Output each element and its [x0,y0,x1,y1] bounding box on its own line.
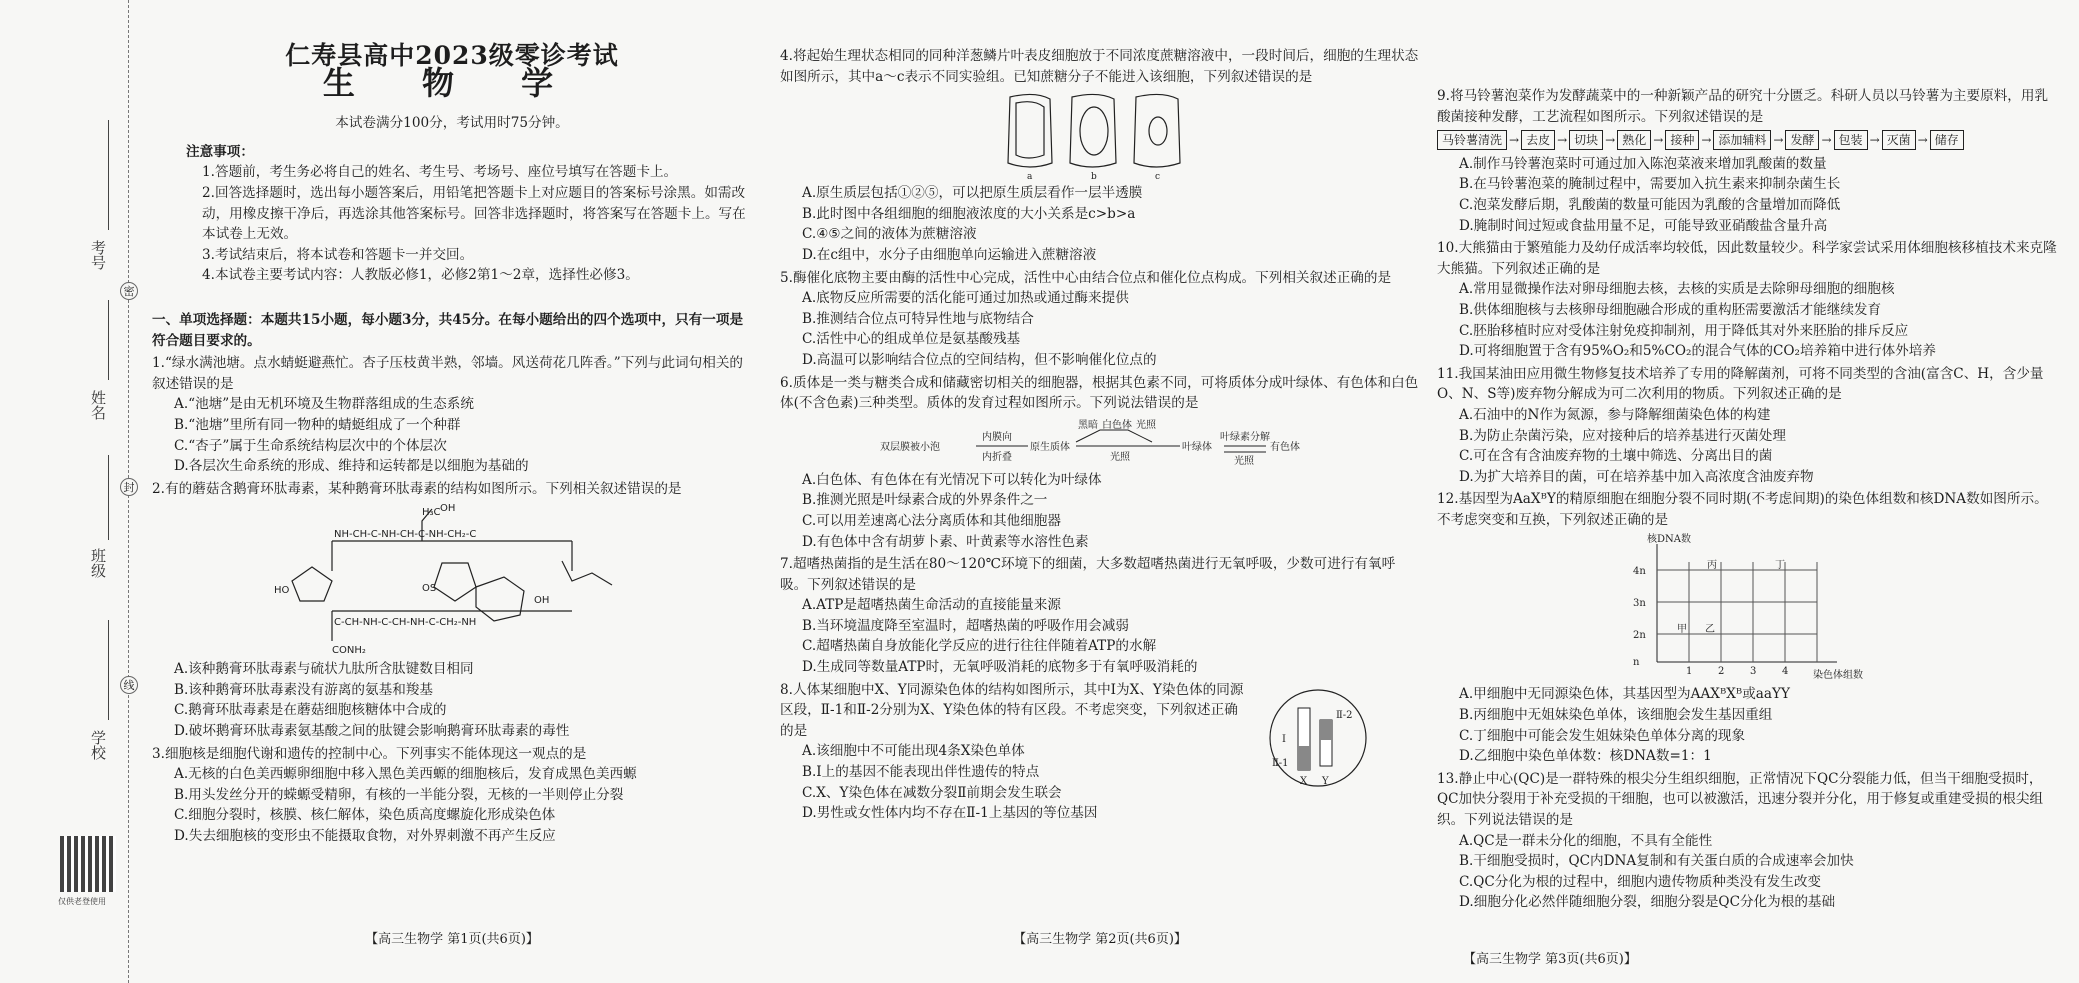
q12-option-b: B.丙细胞中无姐妹染色单体，该细胞会发生基因重组 [1459,707,1773,724]
q2-option-b: B.该种鹅膏环肽毒素没有游离的氨基和羧基 [174,681,433,698]
q8-option-b: B.Ⅰ上的基因不能表现出伴性遗传的特点 [802,764,1040,781]
question-5: 5.酶催化底物主要由酶的活性中心完成，活性中心由结合位点和催化位点构成。下列相关叙述正确的是 [780,269,1392,286]
qr-caption: 仅供老登使用 [58,897,106,906]
fig-label-b: b [1091,172,1097,182]
question-11: 11.我国某油田应用微生物修复技术培养了专用的降解菌剂，可将不同类型的含油(富含C、H，含少量O、N、S等)废弃物分解成为可二次利用的物质。下列叙述正确的是 [1437,365,2044,403]
flow-step: 去皮 [1521,130,1555,150]
q10-option-b: B.供体细胞核与去核卵母细胞融合形成的重构胚需要激活才能继续发育 [1459,301,1882,318]
fig-x: X [1300,775,1308,787]
q4-option-a: A.原生质层包括①②⑤，可以把原生质层看作一层半透膜 [802,185,1143,202]
q1-option-d: D.各层次生命系统的形成、维持和运转都是以细胞为基础的 [174,458,529,475]
seal-mi: 密 [120,282,138,300]
question-10: 10.大熊猫由于繁殖能力及幼仔成活率均较低，因此数量较少。科学家尝试采用体细胞核移植技术来克隆大熊猫。下列叙述正确的是 [1437,240,2057,277]
xtick-2: 2 [1718,666,1725,678]
flow-arrow: → [1509,133,1520,148]
fig-light-2: 光照 [1110,451,1130,463]
notice-item: 2.回答选择题时，选出每小题答案后，用铅笔把答题卡上对应题目的答案标号涂黑。如需改动，用橡皮擦干净后，再选涂其他答案标号。回答非选择题时，将答案写在答题卡上。写在本试卷上无效。 [202,184,746,243]
q11-option-b: B.为防止杂菌污染，应对接种后的培养基进行灭菌处理 [1459,427,1786,444]
svg-text:CONH₂: CONH₂ [332,645,366,657]
ytick-3n: 3n [1633,598,1646,610]
dna-chromosome-graph [1617,532,1877,682]
flow-step: 储存 [1930,130,1964,150]
xy-chromosome-figure [1262,686,1374,790]
q7-option-a: A.ATP是超嗜热菌生命活动的直接能量来源 [802,597,1061,614]
exam-meta: 本试卷满分100分，考试用时75分钟。 [335,115,569,132]
question-13: 13.静止中心(QC)是一群特殊的根尖分生组织细胞，正常情况下QC分裂能力低，但当干细胞受损时，QC加快分裂用于补充受损的干细胞，也可以被激活，迅速分裂并分化，用于修复或重建受损的根尖组织。下列说法错误的是 [1437,770,2044,829]
q12-option-a: A.甲细胞中无同源染色体，其基因型为AAXᴮXᴮ或aaYY [1459,686,1790,703]
q5-option-c: C.活性中心的组成单位是氨基酸残基 [802,331,1021,348]
fig-leucoplast: 白色体 [1102,419,1132,431]
q9-option-c: C.泡菜发酵后期，乳酸菌的数量可能因为乳酸的含量增加而降低 [1459,196,1841,213]
subject-title: 生 物 学 [322,63,582,102]
flow-arrow: → [1557,133,1568,148]
q9-option-d: D.腌制时间过短或食盐用量不足，可能导致亚硝酸盐含量升高 [1459,217,1828,234]
q5-option-d: D.高温可以影响结合位点的空间结构，但不影响催化位点的 [802,351,1157,368]
question-8: 8.人体某细胞中X、Y同源染色体的结构如图所示，其中Ⅰ为X、Y染色体的同源区段，Ⅱ-1和Ⅱ-2分别为X、Y染色体的特有区段。不考虑突变，下列叙述正确的是 [780,681,1244,739]
svg-text:OS: OS [422,583,437,595]
exam-title: 仁寿县高中2023级零诊考试 [285,41,619,70]
svg-text:OH: OH [440,503,456,515]
fig-label-c: c [1155,172,1161,182]
q7-option-d: D.生成同等数量ATP时，无氧呼吸消耗的底物多于有氧呼吸消耗的 [802,659,1198,676]
fig-membrane-vesicle: 双层膜被小泡 [880,441,940,453]
label-exam-number: 考号 [89,240,107,270]
fig-y: Y [1322,775,1329,787]
fig-proplastid: 原生质体 [1030,441,1070,453]
q8-option-c: C.X、Y染色体在减数分裂Ⅱ前期会发生联会 [802,784,1062,801]
q3-option-c: C.细胞分裂时，核膜、核仁解体，染色质高度螺旋化形成染色体 [174,807,556,824]
q11-option-d: D.为扩大培养目的菌，可在培养基中加入高浓度含油废弃物 [1459,468,1814,485]
question-3: 3.细胞核是细胞代谢和遗传的控制中心。下列事实不能体现这一观点的是 [152,745,587,762]
flow-arrow: → [1821,133,1832,148]
xtick-1: 1 [1686,666,1693,678]
onion-cell-plasmolysis-figure [1000,89,1200,181]
binding-margin [0,0,140,983]
label-school: 学校 [89,730,107,760]
q1-option-a: A.“池塘”是由无机环境及生物群落组成的生态系统 [174,396,474,413]
page-2-footer: 【高三生物学 第2页(共6页)】 [1013,932,1187,948]
q8-option-a: A.该细胞中不可能出现4条X染色单体 [802,743,1025,760]
q11-option-a: A.石油中的N作为氮源，参与降解细菌染色体的构建 [1459,406,1771,423]
fig-ii-1: Ⅱ-1 [1272,757,1289,769]
page-1 [152,0,752,983]
q1-option-c: C.“杏子”属于生命系统结构层次中的个体层次 [174,437,447,454]
svg-text:OH: OH [534,595,550,607]
q3-option-a: A.无核的白色美西螈卵细胞中移入黑色美西螈的细胞核后，发育成黑色美西螈 [174,766,637,783]
flow-step: 添加辅料 [1713,130,1771,150]
question-7: 7.超嗜热菌指的是生活在80～120℃环境下的细菌，大多数超嗜热菌进行无氧呼吸，少数可进行有氧呼吸。下列叙述错误的是 [780,556,1396,593]
xtick-3: 3 [1750,666,1757,678]
point-ding: 丁 [1775,560,1785,572]
fig-inner-membrane: 内膜向 [982,431,1012,443]
q7-option-b: B.当环境温度降至室温时，超嗜热菌的呼吸作用会减弱 [802,617,1129,634]
page-1-footer: 【高三生物学 第1页(共6页)】 [365,932,539,948]
q12-option-d: D.乙细胞中染色单体数：核DNA数=1：1 [1459,748,1712,765]
fig-ii-2: Ⅱ-2 [1336,709,1353,721]
point-bing: 丙 [1707,560,1717,572]
fig-dark: 黑暗 [1078,419,1098,431]
q6-option-b: B.推测光照是叶绿素合成的外界条件之一 [802,492,1048,509]
page-2 [780,0,1420,983]
school-line [108,620,109,720]
flow-arrow: → [1917,133,1928,148]
flow-step: 接种 [1665,130,1699,150]
notice-heading: 注意事项： [186,143,254,160]
notice-item: 3.考试结束后，将本试卷和答题卡一并交回。 [202,246,474,263]
label-class: 班级 [89,548,107,578]
page-3-footer: 【高三生物学 第3页(共6页)】 [1463,952,1637,968]
svg-text:C-CH-NH-C-CH-NH-C-CH₂-NH: C-CH-NH-C-CH-NH-C-CH₂-NH [334,617,477,629]
q10-option-c: C.胚胎移植时应对受体注射免疫抑制剂，用于降低其对外来胚胎的排斥反应 [1459,322,1909,339]
q8-option-d: D.男性或女性体内均不存在Ⅱ-1上基因的等位基因 [802,805,1098,822]
q3-option-d: D.失去细胞核的变形虫不能摄取食物，对外界刺激不再产生反应 [174,828,556,845]
question-8-block [780,680,1420,824]
flow-step: 灭菌 [1882,130,1916,150]
flow-arrow: → [1869,133,1880,148]
q9-option-a: A.制作马铃薯泡菜时可通过加入陈泡菜液来增加乳酸菌的数量 [1459,155,1827,172]
q13-option-c: C.QC分化为根的过程中，细胞内遗传物质种类没有发生改变 [1459,873,1822,890]
svg-text:NH-CH-C-NH-CH-C-NH-CH₂-C: NH-CH-C-NH-CH-C-NH-CH₂-C [334,529,477,541]
notice-item: 1.答题前，考生务必将自己的姓名、考生号、考场号、座位号填写在答题卡上。 [202,164,678,181]
q9-option-b: B.在马铃薯泡菜的腌制过程中，需要加入抗生素来抑制杂菌生长 [1459,176,1841,193]
q1-option-b: B.“池塘”里所有同一物种的蜻蜓组成了一个种群 [174,416,461,433]
fig-light-3: 光照 [1234,455,1254,467]
flow-step: 熟化 [1617,130,1651,150]
point-yi: 乙 [1705,624,1715,636]
q6-option-c: C.可以用差速离心法分离质体和其他细胞器 [802,512,1061,529]
plastid-development-figure [880,416,1320,468]
fig-light-1: 光照 [1136,419,1156,431]
svg-text:H₃C: H₃C [422,507,441,519]
q2-option-a: A.该种鹅膏环肽毒素与硫状九肽所含肽键数目相同 [174,661,474,678]
ytick-2n: 2n [1633,630,1646,642]
ytick-4n: 4n [1633,566,1646,578]
question-9: 9.将马铃薯泡菜作为发酵蔬菜中的一种新颖产品的研究十分匮乏。科研人员以马铃薯为主要原料，用乳酸菌接种发酵，工艺流程如图所示。下列叙述错误的是 [1437,88,2049,125]
flow-arrow: → [1653,133,1664,148]
fig-chloroplast: 叶绿体 [1182,441,1212,453]
q5-option-b: B.推测结合位点可特异性地与底物结合 [802,310,1034,327]
q13-option-d: D.细胞分化必然伴随细胞分裂，细胞分裂是QC分化为根的基础 [1459,894,1836,911]
point-jia: 甲 [1677,624,1687,636]
fig-chromoplast: 有色体 [1270,441,1300,453]
process-flowchart [1437,130,2057,151]
flow-step: 切块 [1569,130,1603,150]
graph-y-label: 核DNA数 [1647,534,1691,546]
q4-option-c: C.④⑤之间的液体为蔗糖溶液 [802,226,977,243]
name-line [108,300,109,380]
q3-option-b: B.用头发丝分开的蝾螈受精卵，有核的一半能分裂，无核的一半则停止分裂 [174,786,624,803]
fig-label-a: a [1027,172,1033,182]
fig-i: Ⅰ [1282,733,1286,745]
graph-x-label: 染色体组数 [1813,670,1863,682]
q6-option-a: A.白色体、有色体在有光情况下可以转化为叶绿体 [802,471,1102,488]
qr-code-image [60,836,116,892]
question-2: 2.有的蘑菇含鹅膏环肽毒素，某种鹅膏环肽毒素的结构如图所示。下列相关叙述错误的是 [152,480,682,497]
q13-option-a: A.QC是一群未分化的细胞，不具有全能性 [1459,832,1713,849]
xtick-4: 4 [1782,666,1789,678]
exam-number-line [108,120,109,230]
svg-text:HO: HO [274,585,290,597]
flow-step: 马铃薯清洗 [1437,130,1507,150]
flow-arrow: → [1605,133,1616,148]
flow-step: 发酵 [1785,130,1819,150]
question-1: 1.“绿水满池塘。点水蜻蜓避燕忙。杏子压枝黄半熟，邻墙。风送荷花几阵香。”下列与此词句相关的叙述错误的是 [152,355,744,392]
q11-option-c: C.可在含有含油废弃物的土壤中筛选、分离出目的菌 [1459,448,1773,465]
label-name: 姓名 [89,390,107,420]
notice-item: 4.本试卷主要考试内容：人教版必修1，必修2第1～2章，选择性必修3。 [202,267,639,284]
q2-option-d: D.破坏鹅膏环肽毒素氨基酸之间的肽键会影响鹅膏环肽毒素的毒性 [174,723,570,740]
q10-option-a: A.常用显微操作法对卵母细胞去核，去核的实质是去除卵母细胞的细胞核 [1459,281,1895,298]
section-heading: 一、单项选择题：本题共15小题，每小题3分，共45分。在每小题给出的四个选项中，只有一项是符合题目要求的。 [152,311,744,349]
q10-option-d: D.可将细胞置于含有95%O₂和5%CO₂的混合气体的CO₂培养箱中进行体外培养 [1459,343,1936,360]
flow-step: 包装 [1834,130,1868,150]
flow-arrow: → [1773,133,1784,148]
q4-option-d: D.在c组中，水分子由细胞单向运输进入蔗糖溶液 [802,246,1097,263]
q12-option-c: C.丁细胞中可能会发生姐妹染色单体分离的现象 [1459,727,1746,744]
ytick-n: n [1633,657,1640,669]
class-line [108,455,109,540]
question-4: 4.将起始生理状态相同的同种洋葱鳞片叶表皮细胞放于不同浓度蔗糖溶液中，一段时间后，细胞的生理状态如图所示，其中a～c表示不同实验组。已知蔗糖分子不能进入该细胞，下列叙述错误的是 [780,48,1419,85]
q2-option-c: C.鹅膏环肽毒素是在蘑菇细胞核糖体中合成的 [174,702,447,719]
question-6: 6.质体是一类与糖类合成和储藏密切相关的细胞器，根据其色素不同，可将质体分成叶绿体、有色体和白色体(不含色素)三种类型。质体的发育过程如图所示。下列说法错误的是 [780,374,1419,412]
q4-option-b: B.此时图中各组细胞的细胞液浓度的大小关系是c>b>a [802,205,1136,222]
page-3 [1437,0,2057,983]
question-12: 12.基因型为AaXᴮY的精原细胞在细胞分裂不同时期(不考虑间期)的染色体组数和核DNA数如图所示。不考虑突变和互换，下列叙述正确的是 [1437,491,2048,528]
fig-infolding: 内折叠 [982,451,1012,463]
fig-chlorophyll-breakdown: 叶绿素分解 [1220,431,1270,443]
q5-option-a: A.底物反应所需要的活化能可通过加热或通过酶来提供 [802,290,1129,307]
q7-option-c: C.超嗜热菌自身放能化学反应的进行往往伴随着ATP的水解 [802,638,1157,655]
q6-option-d: D.有色体中含有胡萝卜素、叶黄素等水溶性色素 [802,533,1089,550]
seal-feng: 封 [120,478,138,496]
cyclic-peptide-structure-figure [272,501,632,657]
flow-arrow: → [1701,133,1712,148]
seal-xian: 线 [120,676,138,694]
q13-option-b: B.干细胞受损时，QC内DNA复制和有关蛋白质的合成速率会加快 [1459,853,1854,870]
